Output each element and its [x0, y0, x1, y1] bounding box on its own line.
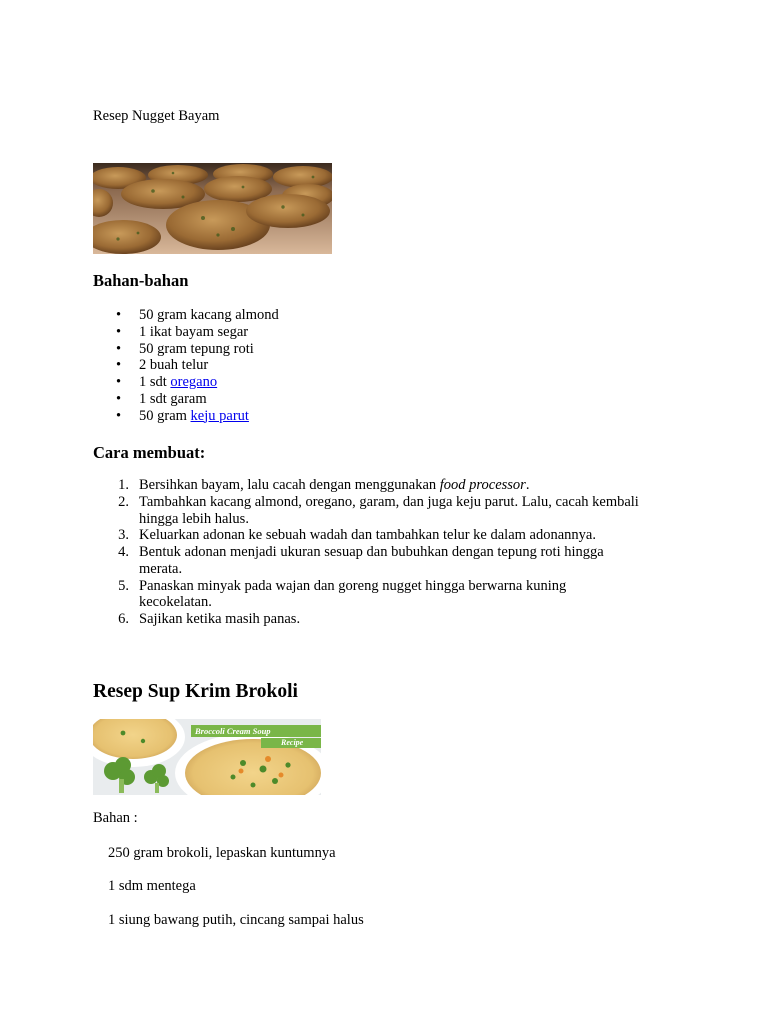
step-number: 4. [118, 544, 129, 560]
step-item: 1. Bersihkan bayam, lalu cacah dengan menggunakan food processor. [93, 477, 693, 494]
step-number: 1. [118, 477, 129, 493]
step-number: 2. [118, 493, 129, 510]
banner-title: Broccoli Cream Soup [195, 726, 271, 736]
list-item: • 50 gram keju parut [116, 407, 249, 424]
list-item: • 1 ikat bayam segar [116, 323, 249, 340]
banner-subtitle: Recipe [281, 738, 304, 747]
step-number: 5. [118, 577, 129, 594]
soup-ingredient-1: 250 gram brokoli, lepaskan kuntumnya [108, 845, 336, 861]
broccoli-soup-photo [93, 719, 321, 795]
list-item: • 1 sdt oregano [116, 374, 218, 390]
nugget-ingredients-list [93, 307, 733, 424]
soup-recipe-title: Resep Sup Krim Brokoli [93, 681, 298, 702]
list-item: • 1 sdt garam [116, 390, 207, 407]
list-item: • 2 buah telur [116, 357, 209, 374]
bullet-icon: • [116, 357, 122, 374]
soup-ingredients-label: Bahan : [93, 810, 138, 826]
bullet-icon: • [116, 323, 122, 340]
step-item: 6. Sajikan ketika masih panas. [93, 611, 693, 628]
bullet-icon: • [116, 390, 122, 407]
bullet-icon: • [116, 374, 122, 390]
bullet-icon: • [116, 307, 122, 323]
step-item: 5. Panaskan minyak pada wajan dan goreng nugget hingga berwarna kuning kecokelatan. [93, 578, 693, 612]
nugget-steps-list [93, 477, 693, 628]
soup-ingredient-2: 1 sdm mentega [108, 878, 196, 894]
oregano-link[interactable]: oregano [170, 374, 218, 390]
step-number: 6. [118, 611, 129, 627]
nugget-steps-heading: Cara membuat: [93, 443, 206, 462]
step-item: 3. Keluarkan adonan ke sebuah wadah dan tambahkan telur ke dalam adonannya. [93, 527, 693, 544]
list-item: • 50 gram tepung roti [116, 340, 254, 357]
keju-parut-link[interactable]: keju parut [190, 407, 249, 424]
nugget-ingredients-heading: Bahan-bahan [93, 271, 189, 290]
nugget-photo [93, 163, 332, 254]
soup-ingredient-3: 1 siung bawang putih, cincang sampai halus [108, 912, 364, 928]
bullet-icon: • [116, 407, 122, 424]
step-item: 2. Tambahkan kacang almond, oregano, garam, dan juga keju parut. Lalu, cacah kembali hingga lebih halus. [93, 494, 693, 528]
nugget-recipe-title: Resep Nugget Bayam [93, 108, 220, 124]
bullet-icon: • [116, 340, 122, 357]
step-number: 3. [118, 527, 129, 544]
step-item: 4. Bentuk adonan menjadi ukuran sesuap dan bubuhkan dengan tepung roti hingga merata. [93, 544, 693, 578]
food-processor-text: food processor [439, 477, 526, 493]
list-item: • 50 gram kacang almond [116, 307, 279, 323]
